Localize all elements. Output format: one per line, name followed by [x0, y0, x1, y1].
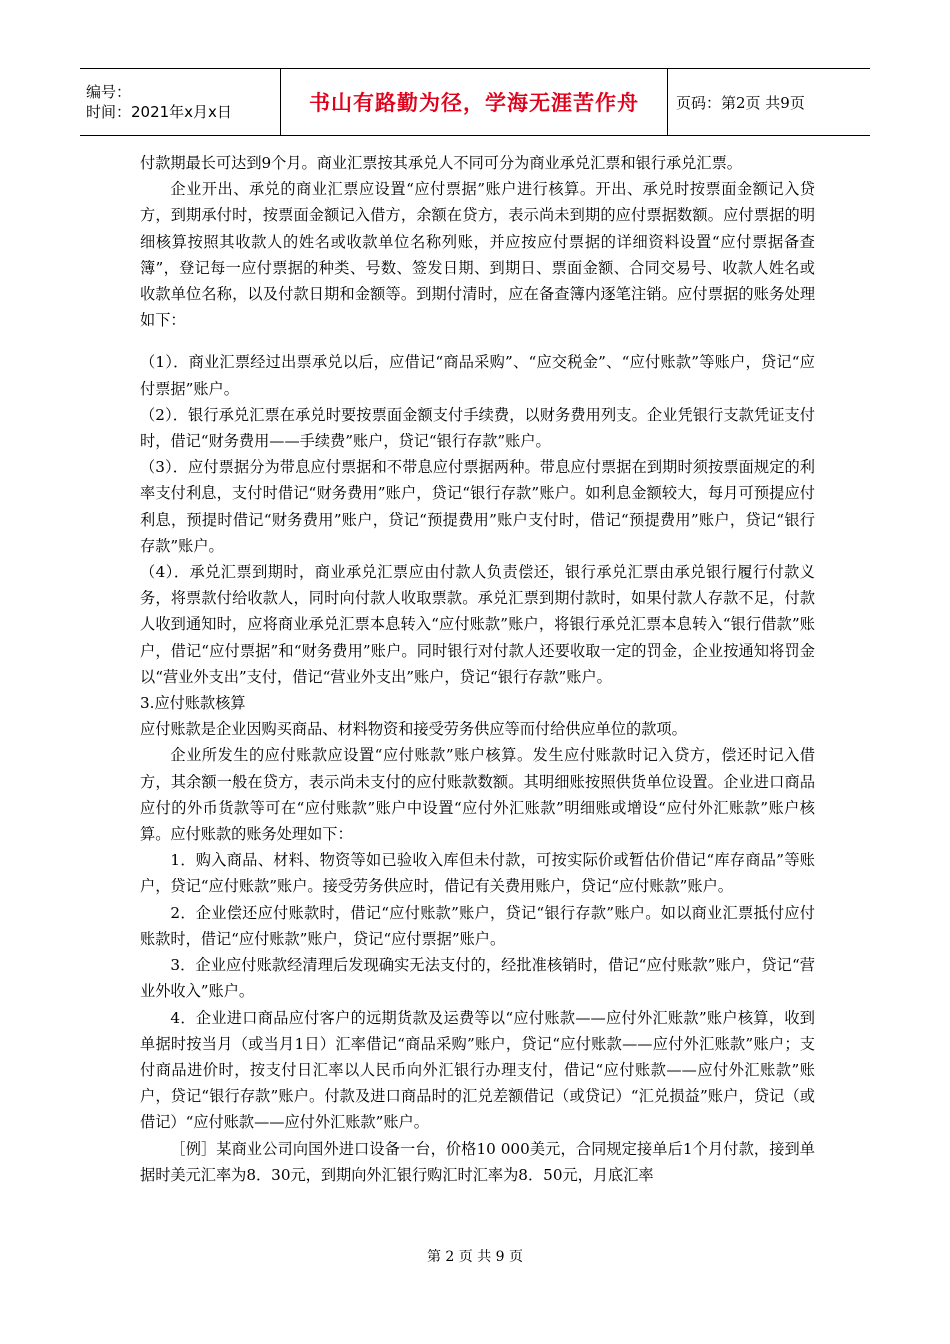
page-footer: [0, 1246, 950, 1266]
list-item: （4）．承兑汇票到期时，商业承兑汇票应由付款人负责偿还，银行承兑汇票由承兑银行履行付款义务，将票款付给收款人，同时向付款人收取票款。承兑汇票到期付款时，如果付款人存款不足，付款人收到通知时，应将商业承兑汇票本息转入“应付账款”账户，将银行承兑汇票本息转入“银行借款”账户，借记“应付票据”和“财务费用”账户。同时银行对付款人还要收取一定的罚金，企业按通知将罚金以“营业外支出”支付，借记“营业外支出”账户，贷记“银行存款”账户。: [140, 563, 815, 686]
list-item: 1．购入商品、材料、物资等如已验收入库但未付款，可按实际价或暂估价借记“库存商品”等账户，贷记“应付账款”账户。接受劳务供应时，借记有关费用账户，贷记“应付账款”账户。: [140, 851, 815, 896]
footer-page-number: 第 2 页 共 9 页: [426, 1249, 524, 1265]
example-paragraph: ［例］某商业公司向国外进口设备一台，价格10 000美元，合同规定接单后1个月付款，接到单据时美元汇率为8．30元，到期向外汇银行购汇时汇率为8．50元，月底汇率: [140, 1139, 815, 1184]
list-item: （1）．商业汇票经过出票承兑以后，应借记“商品采购”、“应交税金”、“应付账款”等账户，贷记“应付票据”账户。: [140, 353, 815, 398]
section-heading: 3.应付账款核算: [140, 694, 246, 713]
paragraph: 企业开出、承兑的商业汇票应设置“应付票据”账户进行核算。开出、承兑时按票面金额记入贷方，到期承付时，按票面金额记入借方，余额在贷方，表示尚未到期的应付票据数额。应付票据的明细核算按照其收款人的姓名或收款单位名称列账，并应按应付票据的详细资料设置“应付票据备查簿”，登记每一应付票据的种类、号数、签发日期、到期日、票面金额、合同交易号、收款人姓名或收款单位名称，以及付款日期和金额等。到期付清时，应在备查簿内逐笔注销。应付票据的账务处理如下：: [140, 180, 815, 330]
paragraph: 付款期最长可达到9个月。商业汇票按其承兑人不同可分为商业承兑汇票和银行承兑汇票。: [140, 154, 742, 172]
header-motto: 书山有路勤为径，学海无涯苦作舟: [309, 91, 639, 115]
document-time-label: 时间：2021年x月x日: [86, 103, 232, 121]
list-item: 4．企业进口商品应付客户的远期货款及运费等以“应付账款——应付外汇账款”账户核算，收到单据时按当月（或当月1日）汇率借记“商品采购”账户，贷记“应付账款——应付外汇账款”账户；支付商品进价时，按支付日汇率以人民币向外汇银行办理支付，借记“应付账款——应付外汇账款”账户，贷记“银行存款”账户。付款及进口商品时的汇兑差额借记（或贷记）“汇兑损益”账户，贷记（或借记）“应付账款——应付外汇账款”账户。: [140, 1008, 815, 1132]
header-motto-cell: [280, 69, 668, 135]
header-left-cell: [80, 69, 280, 135]
paragraph: 应付账款是企业因购买商品、材料物资和接受劳务供应等而付给供应单位的款项。: [140, 720, 687, 739]
list-item: 2．企业偿还应付账款时，借记“应付账款”账户，贷记“银行存款”账户。如以商业汇票抵付应付账款时，借记“应付账款”账户，贷记“应付票据”账户。: [140, 903, 815, 948]
paragraph-spacer: [140, 333, 815, 349]
header-page-cell: [668, 69, 870, 135]
document-number-label: 编号：: [86, 83, 132, 101]
list-item: （3）．应付票据分为带息应付票据和不带息应付票据两种。带息应付票据在到期时须按票面规定的利率支付利息，支付时借记“财务费用”账户，贷记“银行存款”账户。如利息金额较大，每月可预提应付利息，预提时借记“财务费用”账户，贷记“预提费用”账户支付时，借记“预提费用”账户，贷记“银行存款”账户。: [140, 458, 815, 555]
list-item: 3．企业应付账款经清理后发现确实无法支付的，经批准核销时，借记“应付账款”账户，贷记“营业外收入”账户。: [140, 956, 815, 1001]
paragraph: 企业所发生的应付账款应设置“应付账款”账户核算。发生应付账款时记入贷方，偿还时记入借方，其余额一般在贷方，表示尚未支付的应付账款数额。其明细账按照供货单位设置。企业进口商品应付的外币货款等可在“应付账款”账户中设置“应付外汇账款”明细账或增设“应付外汇账款”账户核算。应付账款的账务处理如下：: [140, 746, 815, 844]
header-page-code: 页码：第2页 共9页: [676, 93, 805, 112]
page-header: [80, 68, 870, 136]
document-body: [140, 150, 815, 1188]
list-item: （2）．银行承兑汇票在承兑时要按票面金额支付手续费，以财务费用列支。企业凭银行支款凭证支付时，借记“财务费用——手续费”账户，贷记“银行存款”账户。: [140, 405, 815, 451]
